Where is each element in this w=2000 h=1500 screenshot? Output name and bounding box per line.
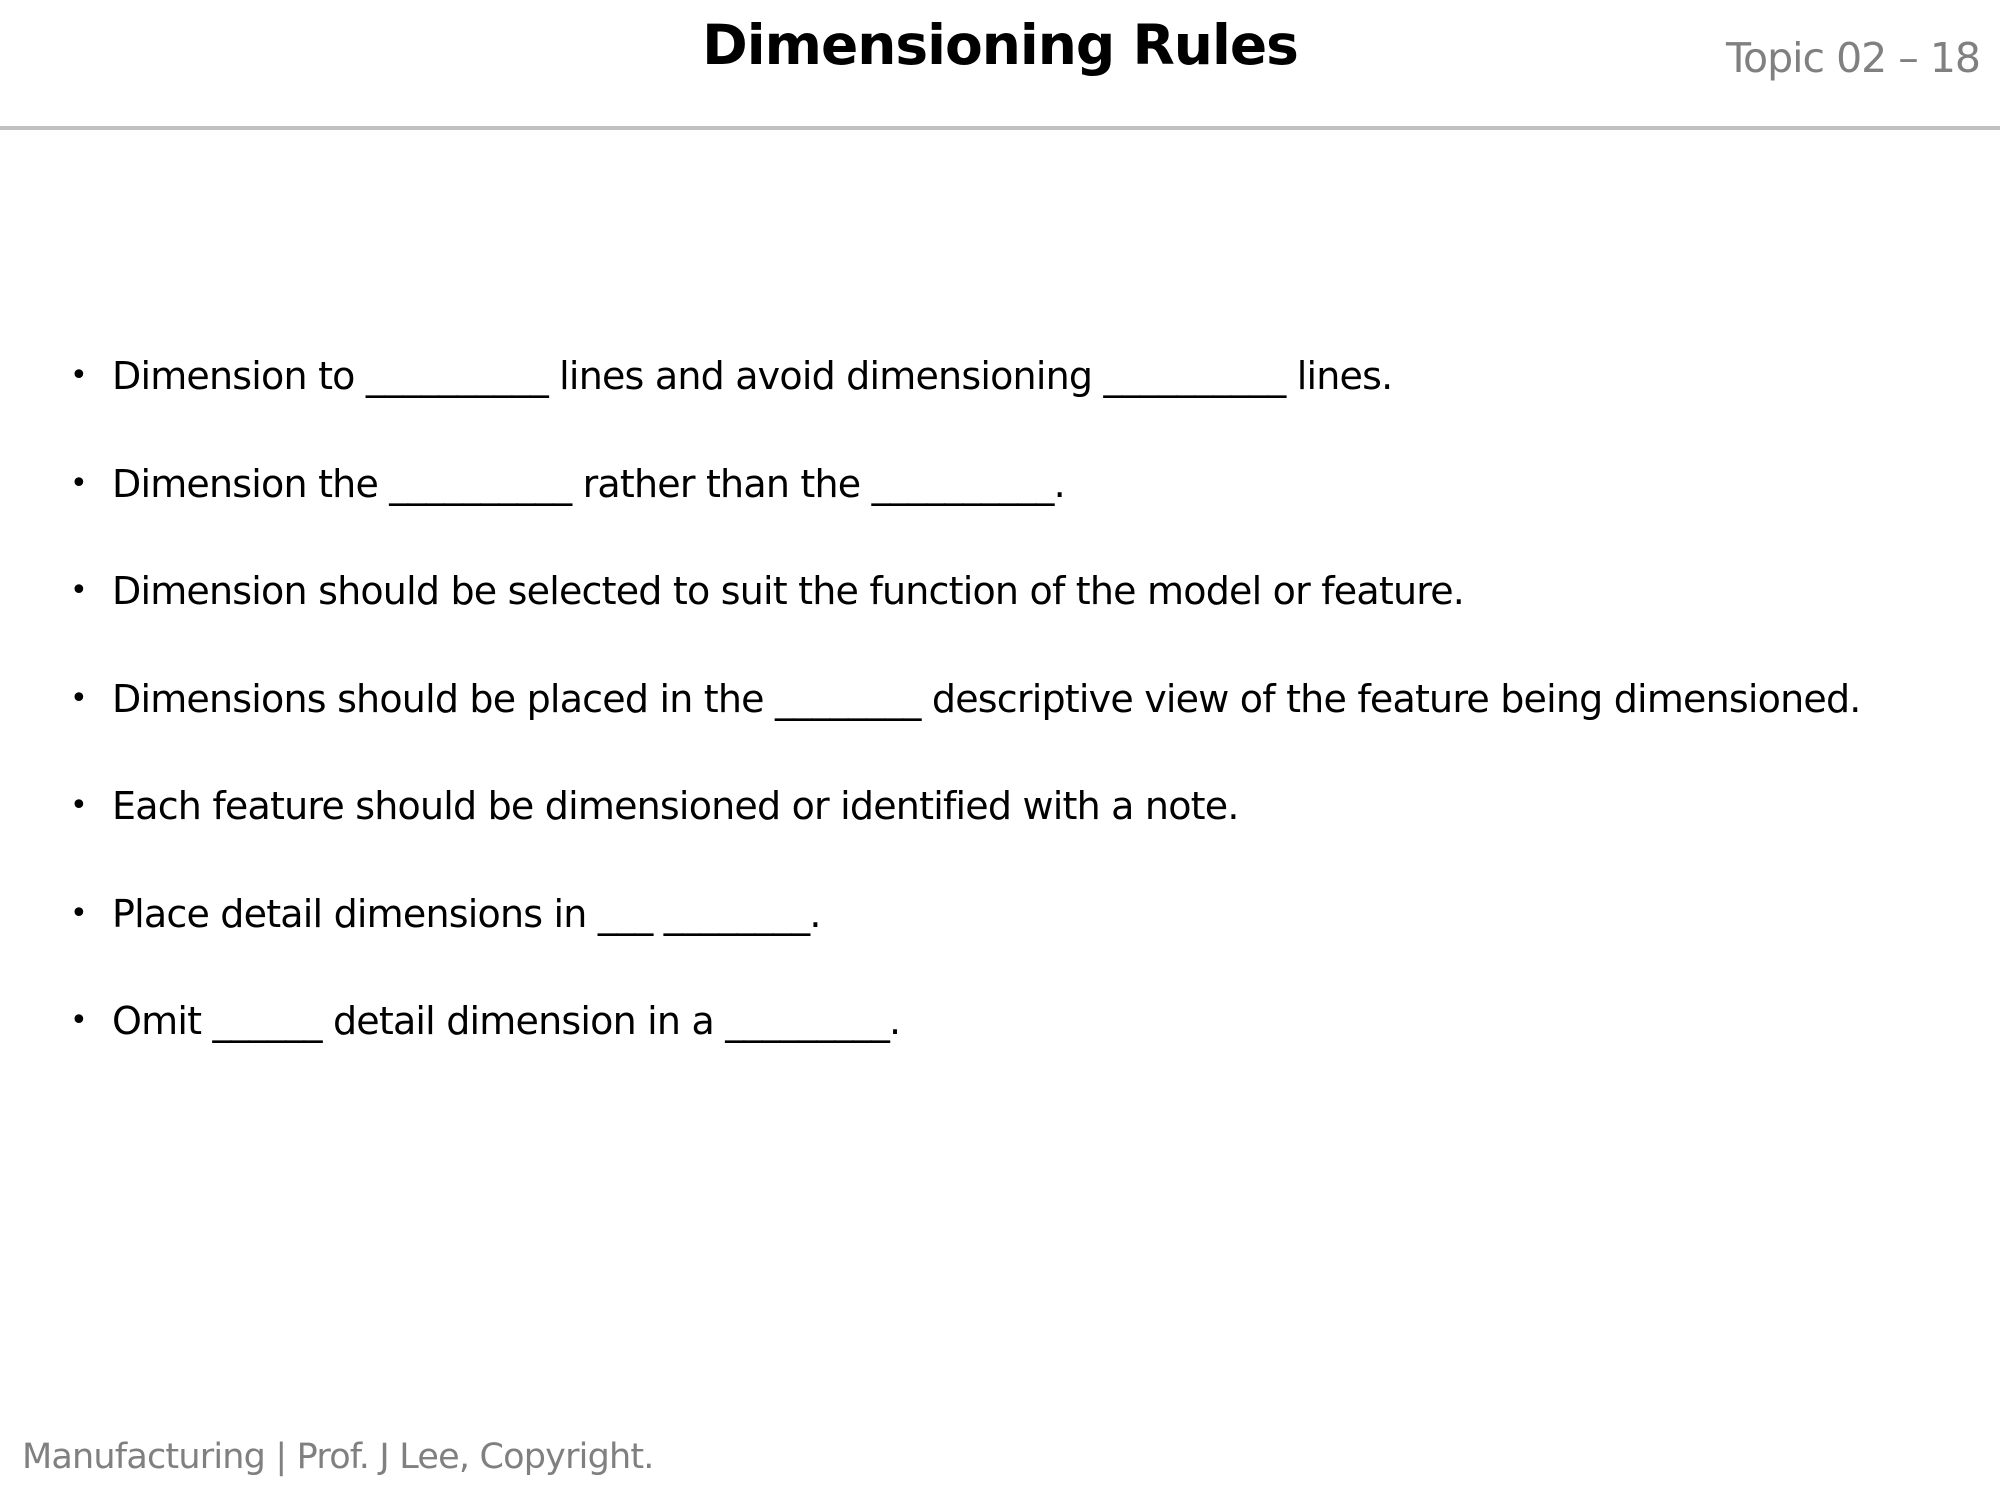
bullet-item xyxy=(70,458,1065,566)
bullet-icon: • xyxy=(70,680,87,716)
bullet-text: Each feature should be dimensioned or identified with a note. xyxy=(112,784,1239,828)
bullet-icon: • xyxy=(70,358,87,393)
bullet-icon: • xyxy=(70,788,87,823)
bullet-item xyxy=(70,888,821,996)
bullet-item xyxy=(70,780,1239,888)
bullet-item xyxy=(70,995,901,1103)
slide-footer: Manufacturing | Prof. J Lee, Copyright. xyxy=(22,1437,654,1477)
topic-page-label: Topic 02 – 18 xyxy=(1725,34,1980,82)
bullet-icon: • xyxy=(70,895,87,931)
slide-header xyxy=(0,0,2000,126)
bullet-icon: • xyxy=(70,1003,87,1038)
header-divider xyxy=(0,126,2000,130)
bullet-text: Dimensions should be placed in the ________ descriptive view of the feature being dimensioned. xyxy=(112,676,1861,721)
rules-bullet-list xyxy=(70,350,1861,1103)
bullet-text: Omit ______ detail dimension in a _________. xyxy=(112,999,901,1043)
bullet-text: Place detail dimensions in ___ ________. xyxy=(112,891,821,936)
bullet-icon: • xyxy=(70,573,87,608)
bullet-text: Dimension to __________ lines and avoid dimensioning __________ lines. xyxy=(112,354,1393,398)
slide-title: Dimensioning Rules xyxy=(702,13,1298,77)
bullet-text: Dimension the __________ rather than the __________. xyxy=(112,461,1065,506)
bullet-text: Dimension should be selected to suit the function of the model or feature. xyxy=(112,569,1465,613)
bullet-icon: • xyxy=(70,465,87,501)
bullet-item xyxy=(70,673,1861,781)
bullet-item xyxy=(70,565,1465,673)
bullet-item xyxy=(70,350,1393,458)
